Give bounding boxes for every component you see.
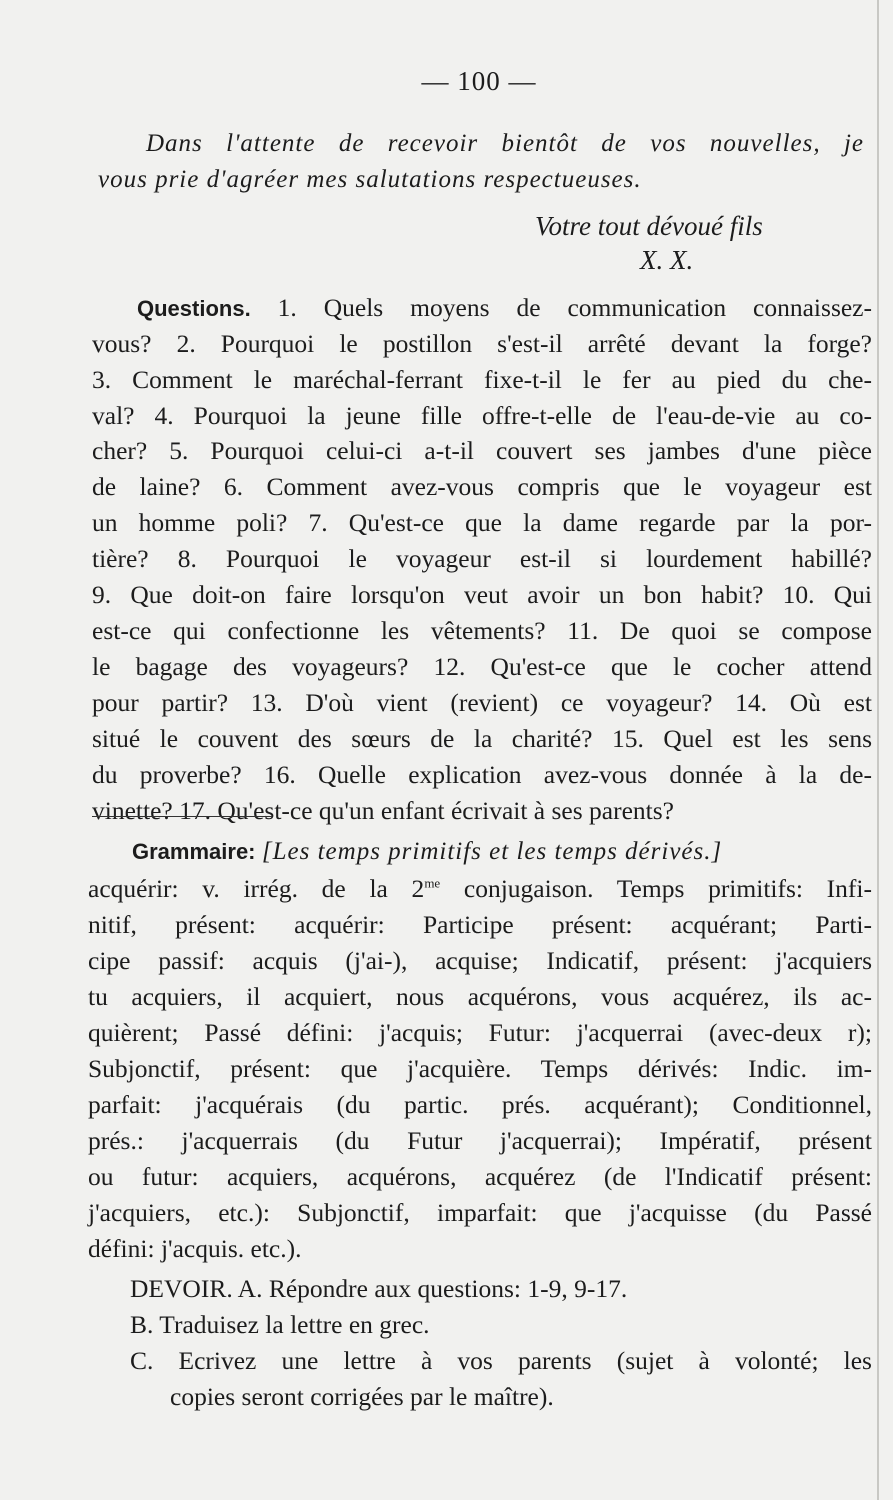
- questions-line-13: situé le couvent des sœurs de la charité? 15. Quel est les sens: [92, 724, 872, 753]
- grammaire-line-1-sup: me: [424, 875, 441, 891]
- devoir-line-c-cont: copies seront corrigées par le maître).: [170, 1382, 554, 1411]
- section-divider: [92, 816, 272, 817]
- questions-line-5: cher? 5. Pourquoi celui-ci a-t-il couvert ses jambes d'une pièce: [92, 436, 872, 465]
- grammaire-line-11: défini: j'acquis. etc.).: [88, 1234, 302, 1263]
- grammaire-line-5: quièrent; Passé défini: j'acquis; Futur: j'acquerrai (avec-deux r);: [88, 1018, 872, 1047]
- grammaire-subtitle: [Les temps primitifs et les temps dérivés.]: [261, 838, 723, 865]
- grammaire-line-1-pre: acquérir: v. irrég. de la 2: [88, 874, 425, 903]
- grammaire-line-1: [88, 872, 872, 906]
- grammaire-line-10: j'acquiers, etc.): Subjonctif, imparfait: que j'acquisse (du Passé: [88, 1198, 872, 1227]
- questions-line-7: un homme poli? 7. Qu'est-ce que la dame regarde par la por-: [92, 508, 872, 537]
- grammaire-heading: Grammaire:: [132, 839, 256, 864]
- grammaire-line-1-post: conjugaison. Temps primitifs: Infi-: [440, 874, 872, 903]
- grammaire-line-6: Subjonctif, présent: que j'acquière. Temps dérivés: Indic. im-: [88, 1054, 872, 1083]
- initials: X. X.: [640, 245, 694, 275]
- questions-line-12: pour partir? 13. D'où vient (revient) ce voyageur? 14. Où est: [92, 688, 872, 717]
- devoir-line-a: DEVOIR. A. Répondre aux questions: 1-9, 9-17.: [130, 1274, 628, 1303]
- questions-line-3: 3. Comment le maréchal-ferrant fixe-t-il le fer au pied du che-: [92, 365, 872, 394]
- signature: Votre tout dévoué fils: [535, 211, 763, 241]
- questions-line-1-text: 1. Quels moyens de communication connaissez-: [277, 293, 872, 322]
- questions-line-4: val? 4. Pourquoi la jeune fille offre-t-elle de l'eau-de-vie au co-: [92, 401, 872, 430]
- grammaire-line-2: nitif, présent: acquérir: Participe présent: acquérant; Parti-: [88, 910, 872, 939]
- questions-line-2: vous? 2. Pourquoi le postillon s'est-il arrêté devant la forge?: [92, 329, 872, 358]
- grammaire-line-7: parfait: j'acquérais (du partic. prés. acquérant); Conditionnel,: [88, 1090, 872, 1119]
- questions-line-1: [137, 291, 872, 326]
- questions-line-11: le bagage des voyageurs? 12. Qu'est-ce que le cocher attend: [92, 652, 872, 681]
- page-number: — 100 —: [421, 66, 537, 96]
- grammaire-line-3: cipe passif: acquis (j'ai-), acquise; Indicatif, présent: j'acquiers: [88, 946, 872, 975]
- closing-line-2: vous prie d'agréer mes salutations respectueuses.: [98, 166, 642, 193]
- grammaire-title-line: [132, 834, 722, 869]
- questions-line-10: est-ce qui confectionne les vêtements? 11. De quoi se compose: [92, 616, 872, 645]
- questions-heading: Questions.: [137, 296, 251, 321]
- grammaire-line-8: prés.: j'acquerrais (du Futur j'acquerrai); Impératif, présent: [88, 1126, 872, 1155]
- devoir-line-c: C. Ecrivez une lettre à vos parents (sujet à volonté; les: [130, 1346, 872, 1375]
- questions-line-15: vinette? 17. Qu'est-ce qu'un enfant écrivait à ses parents?: [92, 796, 674, 825]
- questions-line-8: tière? 8. Pourquoi le voyageur est-il si lourdement habillé?: [92, 544, 872, 573]
- devoir-line-b: B. Traduisez la lettre en grec.: [130, 1310, 430, 1339]
- questions-line-14: du proverbe? 16. Quelle explication avez-vous donnée à la de-: [92, 760, 872, 789]
- questions-line-6: de laine? 6. Comment avez-vous compris que le voyageur est: [92, 472, 872, 501]
- grammaire-line-4: tu acquiers, il acquiert, nous acquérons, vous acquérez, ils ac-: [88, 982, 872, 1011]
- grammaire-line-9: ou futur: acquiers, acquérons, acquérez (de l'Indicatif présent:: [88, 1162, 872, 1191]
- page-edge: [877, 0, 879, 1500]
- questions-line-9: 9. Que doit-on faire lorsqu'on veut avoir un bon habit? 10. Qui: [92, 580, 872, 609]
- closing-line-1: Dans l'attente de recevoir bientôt de vos nouvelles, je: [146, 130, 864, 157]
